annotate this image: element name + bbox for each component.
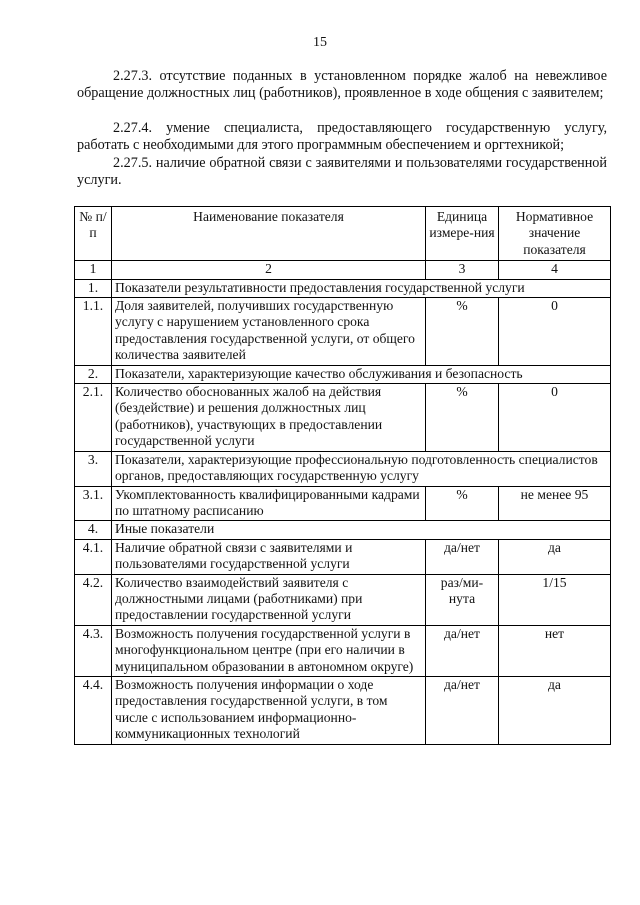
paragraph-2-27-4 (77, 120, 607, 154)
indicator-value: да (499, 676, 611, 744)
indicator-unit: % (426, 486, 499, 521)
header-cell-value: Нормативное значение показателя (499, 207, 611, 261)
row-number: 3.1. (75, 486, 112, 521)
indicator-value: нет (499, 625, 611, 676)
indicator-name: Возможность получения государственной услуги в многофункциональном центре (при его наличии в муниципальном образовании в автономном округе) (112, 625, 426, 676)
paragraph-number: 2.27.5. (113, 155, 153, 171)
paragraph-text: умение специалиста, предоставляющего государственную услугу, работать с необходимыми для этого программным обеспечением и оргтехникой; (77, 120, 607, 154)
table-row (75, 486, 611, 521)
section-title: Показатели, характеризующие качество обслуживания и безопасность (112, 365, 611, 383)
paragraph-2-27-3 (77, 68, 607, 102)
row-number: 2.1. (75, 384, 112, 452)
row-number: 2. (75, 365, 112, 383)
paragraph-2-27-5 (77, 155, 607, 189)
row-number: 4.1. (75, 539, 112, 574)
row-number: 1. (75, 279, 112, 297)
table-row (75, 676, 611, 744)
row-number: 3. (75, 451, 112, 486)
table-row (75, 625, 611, 676)
indicator-name: Укомплектованность квалифицированными кадрами по штатному расписанию (112, 486, 426, 521)
indicator-unit: % (426, 298, 499, 366)
indicator-value: 1/15 (499, 574, 611, 625)
indicator-name: Количество взаимодействий заявителя с должностными лицами (работниками) при предоставлении государственной услуги (112, 574, 426, 625)
indicator-unit: да/нет (426, 676, 499, 744)
indicator-value: да (499, 539, 611, 574)
table-row (75, 539, 611, 574)
indicator-unit: да/нет (426, 539, 499, 574)
indicator-name: Возможность получения информации о ходе предоставления государственной услуги, в том числе с использованием информационно-коммуникационных технологий (112, 676, 426, 744)
table-row (75, 574, 611, 625)
indicator-unit: раз/ми-нута (426, 574, 499, 625)
header-cell-name: Наименование показателя (112, 207, 426, 261)
indicator-value: 0 (499, 384, 611, 452)
indicators-table (74, 206, 611, 745)
indicator-name: Количество обоснованных жалоб на действия (бездействие) и решения должностных лиц (работников), участвующих в предоставлении государственной услуги (112, 384, 426, 452)
table-row (75, 365, 611, 383)
column-number: 1 (75, 261, 112, 279)
paragraph-number: 2.27.3. (113, 68, 153, 84)
indicator-name: Наличие обратной связи с заявителями и пользователями государственной услуги (112, 539, 426, 574)
row-number: 4. (75, 521, 112, 539)
table-row (75, 279, 611, 297)
indicator-name: Доля заявителей, получивших государственную услугу с нарушением установленного срока предоставления государственной услуги, от общего количества заявителей (112, 298, 426, 366)
indicator-unit: % (426, 384, 499, 452)
table-row (75, 384, 611, 452)
page-number: 15 (313, 35, 327, 50)
header-cell-number: № п/п (75, 207, 112, 261)
table-header-row (75, 207, 611, 261)
section-title: Показатели результативности предоставления государственной услуги (112, 279, 611, 297)
section-title: Иные показатели (112, 521, 611, 539)
column-numbers-row (75, 261, 611, 279)
row-number: 4.4. (75, 676, 112, 744)
row-number: 1.1. (75, 298, 112, 366)
section-title: Показатели, характеризующие профессиональную подготовленность специалистов органов, предоставляющих государственную услугу (112, 451, 611, 486)
row-number: 4.3. (75, 625, 112, 676)
paragraph-text: наличие обратной связи с заявителями и пользователями государственной услуги. (77, 155, 607, 189)
table-row (75, 298, 611, 366)
paragraph-text: отсутствие поданных в установленном порядке жалоб на невежливое обращение должностных лиц (работников), проявленное в ходе общения с заявителем; (77, 68, 608, 102)
table-row (75, 451, 611, 486)
paragraph-number: 2.27.4. (113, 120, 153, 136)
column-number: 3 (426, 261, 499, 279)
row-number: 4.2. (75, 574, 112, 625)
indicator-value: 0 (499, 298, 611, 366)
header-cell-unit: Единица измере-ния (426, 207, 499, 261)
column-number: 2 (112, 261, 426, 279)
column-number: 4 (499, 261, 611, 279)
indicator-unit: да/нет (426, 625, 499, 676)
indicator-value: не менее 95 (499, 486, 611, 521)
table-row (75, 521, 611, 539)
